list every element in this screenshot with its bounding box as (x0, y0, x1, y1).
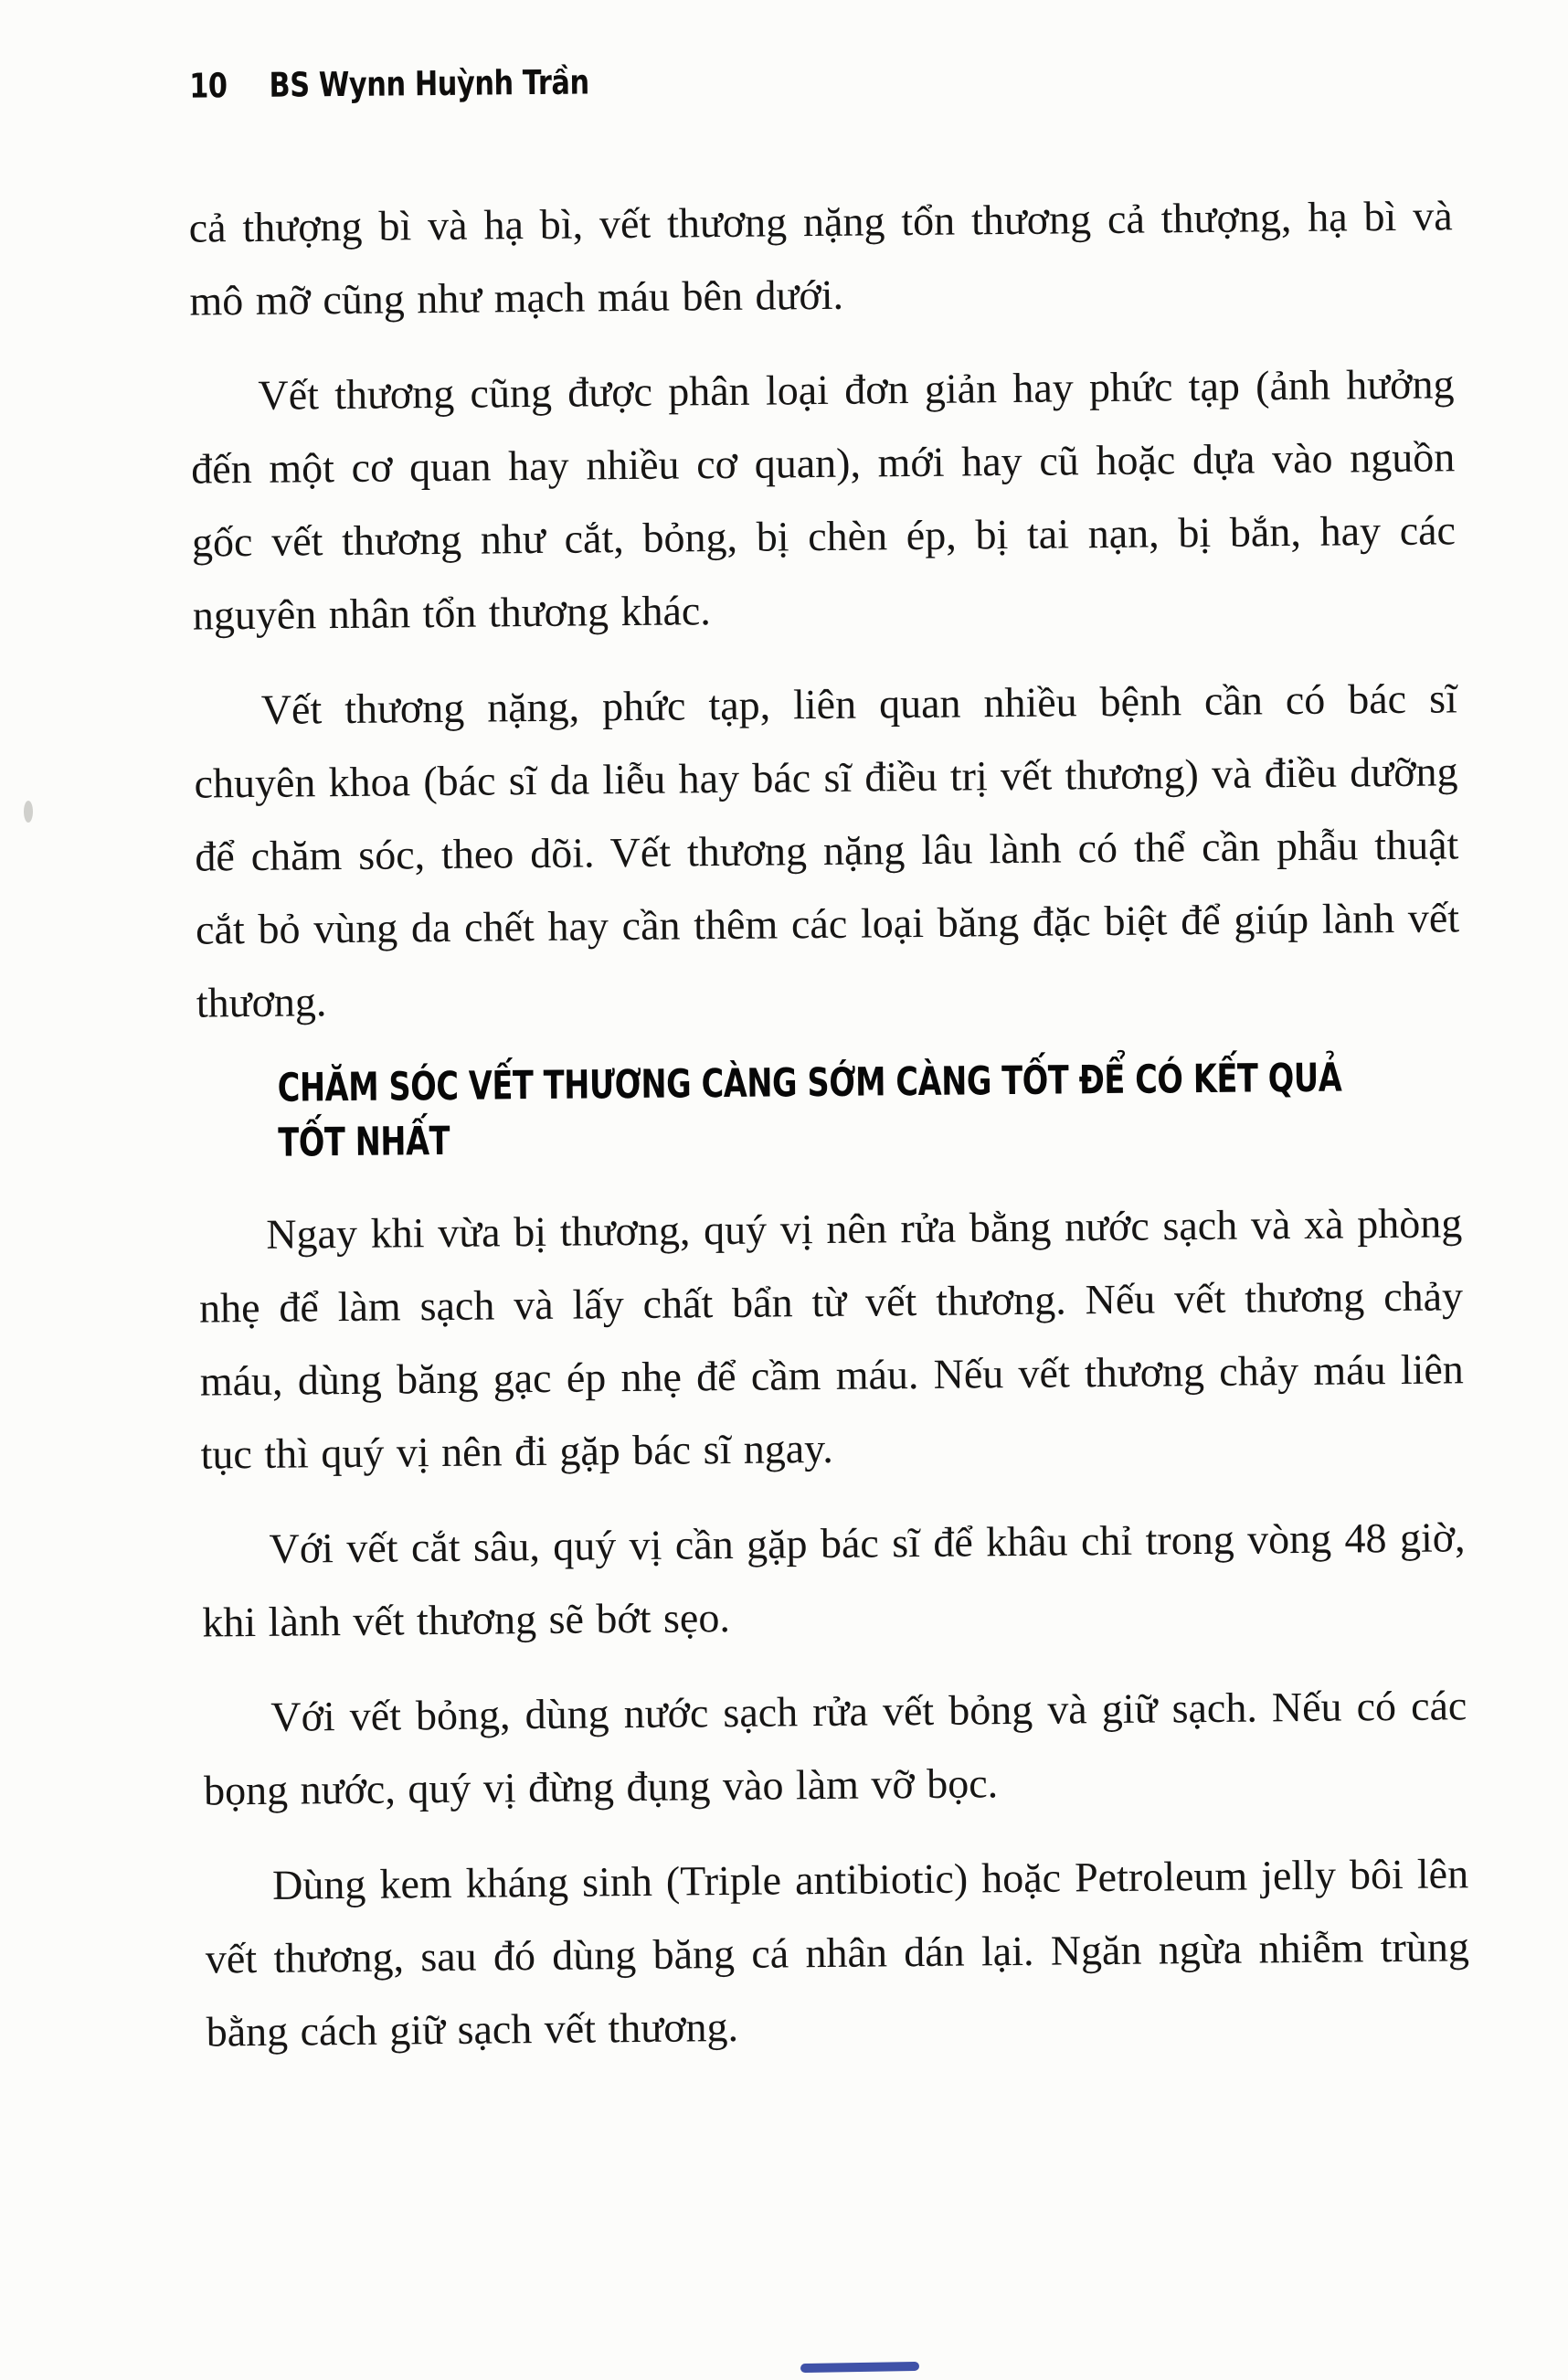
running-title: BS Wynn Huỳnh Trần (269, 62, 589, 105)
body-paragraph: Dùng kem kháng sinh (Triple antibiotic) hoặc Petroleum jelly bôi lên vết thương, sau đó dùng băng cá nhân dán lại. Ngăn ngừa nhiễm trùng bằng cách giữ sạch vết thương. (205, 1850, 1470, 2056)
body-paragraph: Với vết bỏng, dùng nước sạch rửa vết bỏng và giữ sạch. Nếu có các bọng nước, quý vị đừng đụng vào làm vỡ bọc. (203, 1682, 1467, 1814)
pen-mark-artifact (800, 2362, 919, 2373)
body-paragraph: Vết thương cũng được phân loại đơn giản hay phức tạp (ảnh hưởng đến một cơ quan hay nhiều cơ quan), mới hay cũ hoặc dựa vào nguồn gốc vết thương như cắt, bỏng, bị chèn ép, bị tai nạn, bị bắn, hay các nguyên nhân tổn thương khác. (191, 360, 1457, 639)
page-number: 10 (189, 66, 228, 106)
page-content (187, 54, 1470, 2090)
section-heading (277, 1052, 1342, 1171)
running-header (189, 57, 1224, 106)
section-heading-line2: TỐT NHẤT (278, 1118, 450, 1166)
section-heading-line1: CHĂM SÓC VẾT THƯƠNG CÀNG SỚM CÀNG TỐT ĐỂ CÓ KẾT QUẢ (277, 1055, 1342, 1111)
body-paragraph-continued: cả thượng bì và hạ bì, vết thương nặng tổn thương cả thượng, hạ bì và mô mỡ cũng như mạch máu bên dưới. (188, 192, 1453, 324)
body-paragraph: Với vết cắt sâu, quý vị cần gặp bác sĩ để khâu chỉ trong vòng 48 giờ, khi lành vết thương sẽ bớt sẹo. (202, 1514, 1466, 1646)
body-paragraph: Vết thương nặng, phức tạp, liên quan nhiều bệnh cần có bác sĩ chuyên khoa (bác sĩ da liễu hay bác sĩ điều trị vết thương) và điều dưỡng để chăm sóc, theo dõi. Vết thương nặng lâu lành có thể cần phẫu thuật cắt bỏ vùng da chết hay cần thêm các loại băng đặc biệt để giúp lành vết thương. (194, 675, 1460, 1026)
body-paragraph: Ngay khi vừa bị thương, quý vị nên rửa bằng nước sạch và xà phòng nhẹ để làm sạch và lấy chất bẩn từ vết thương. Nếu vết thương chảy máu, dùng băng gạc ép nhẹ để cầm máu. Nếu vết thương chảy máu liên tục thì quý vị nên đi gặp bác sĩ ngay. (198, 1199, 1465, 1478)
scan-speck-artifact (24, 801, 33, 823)
